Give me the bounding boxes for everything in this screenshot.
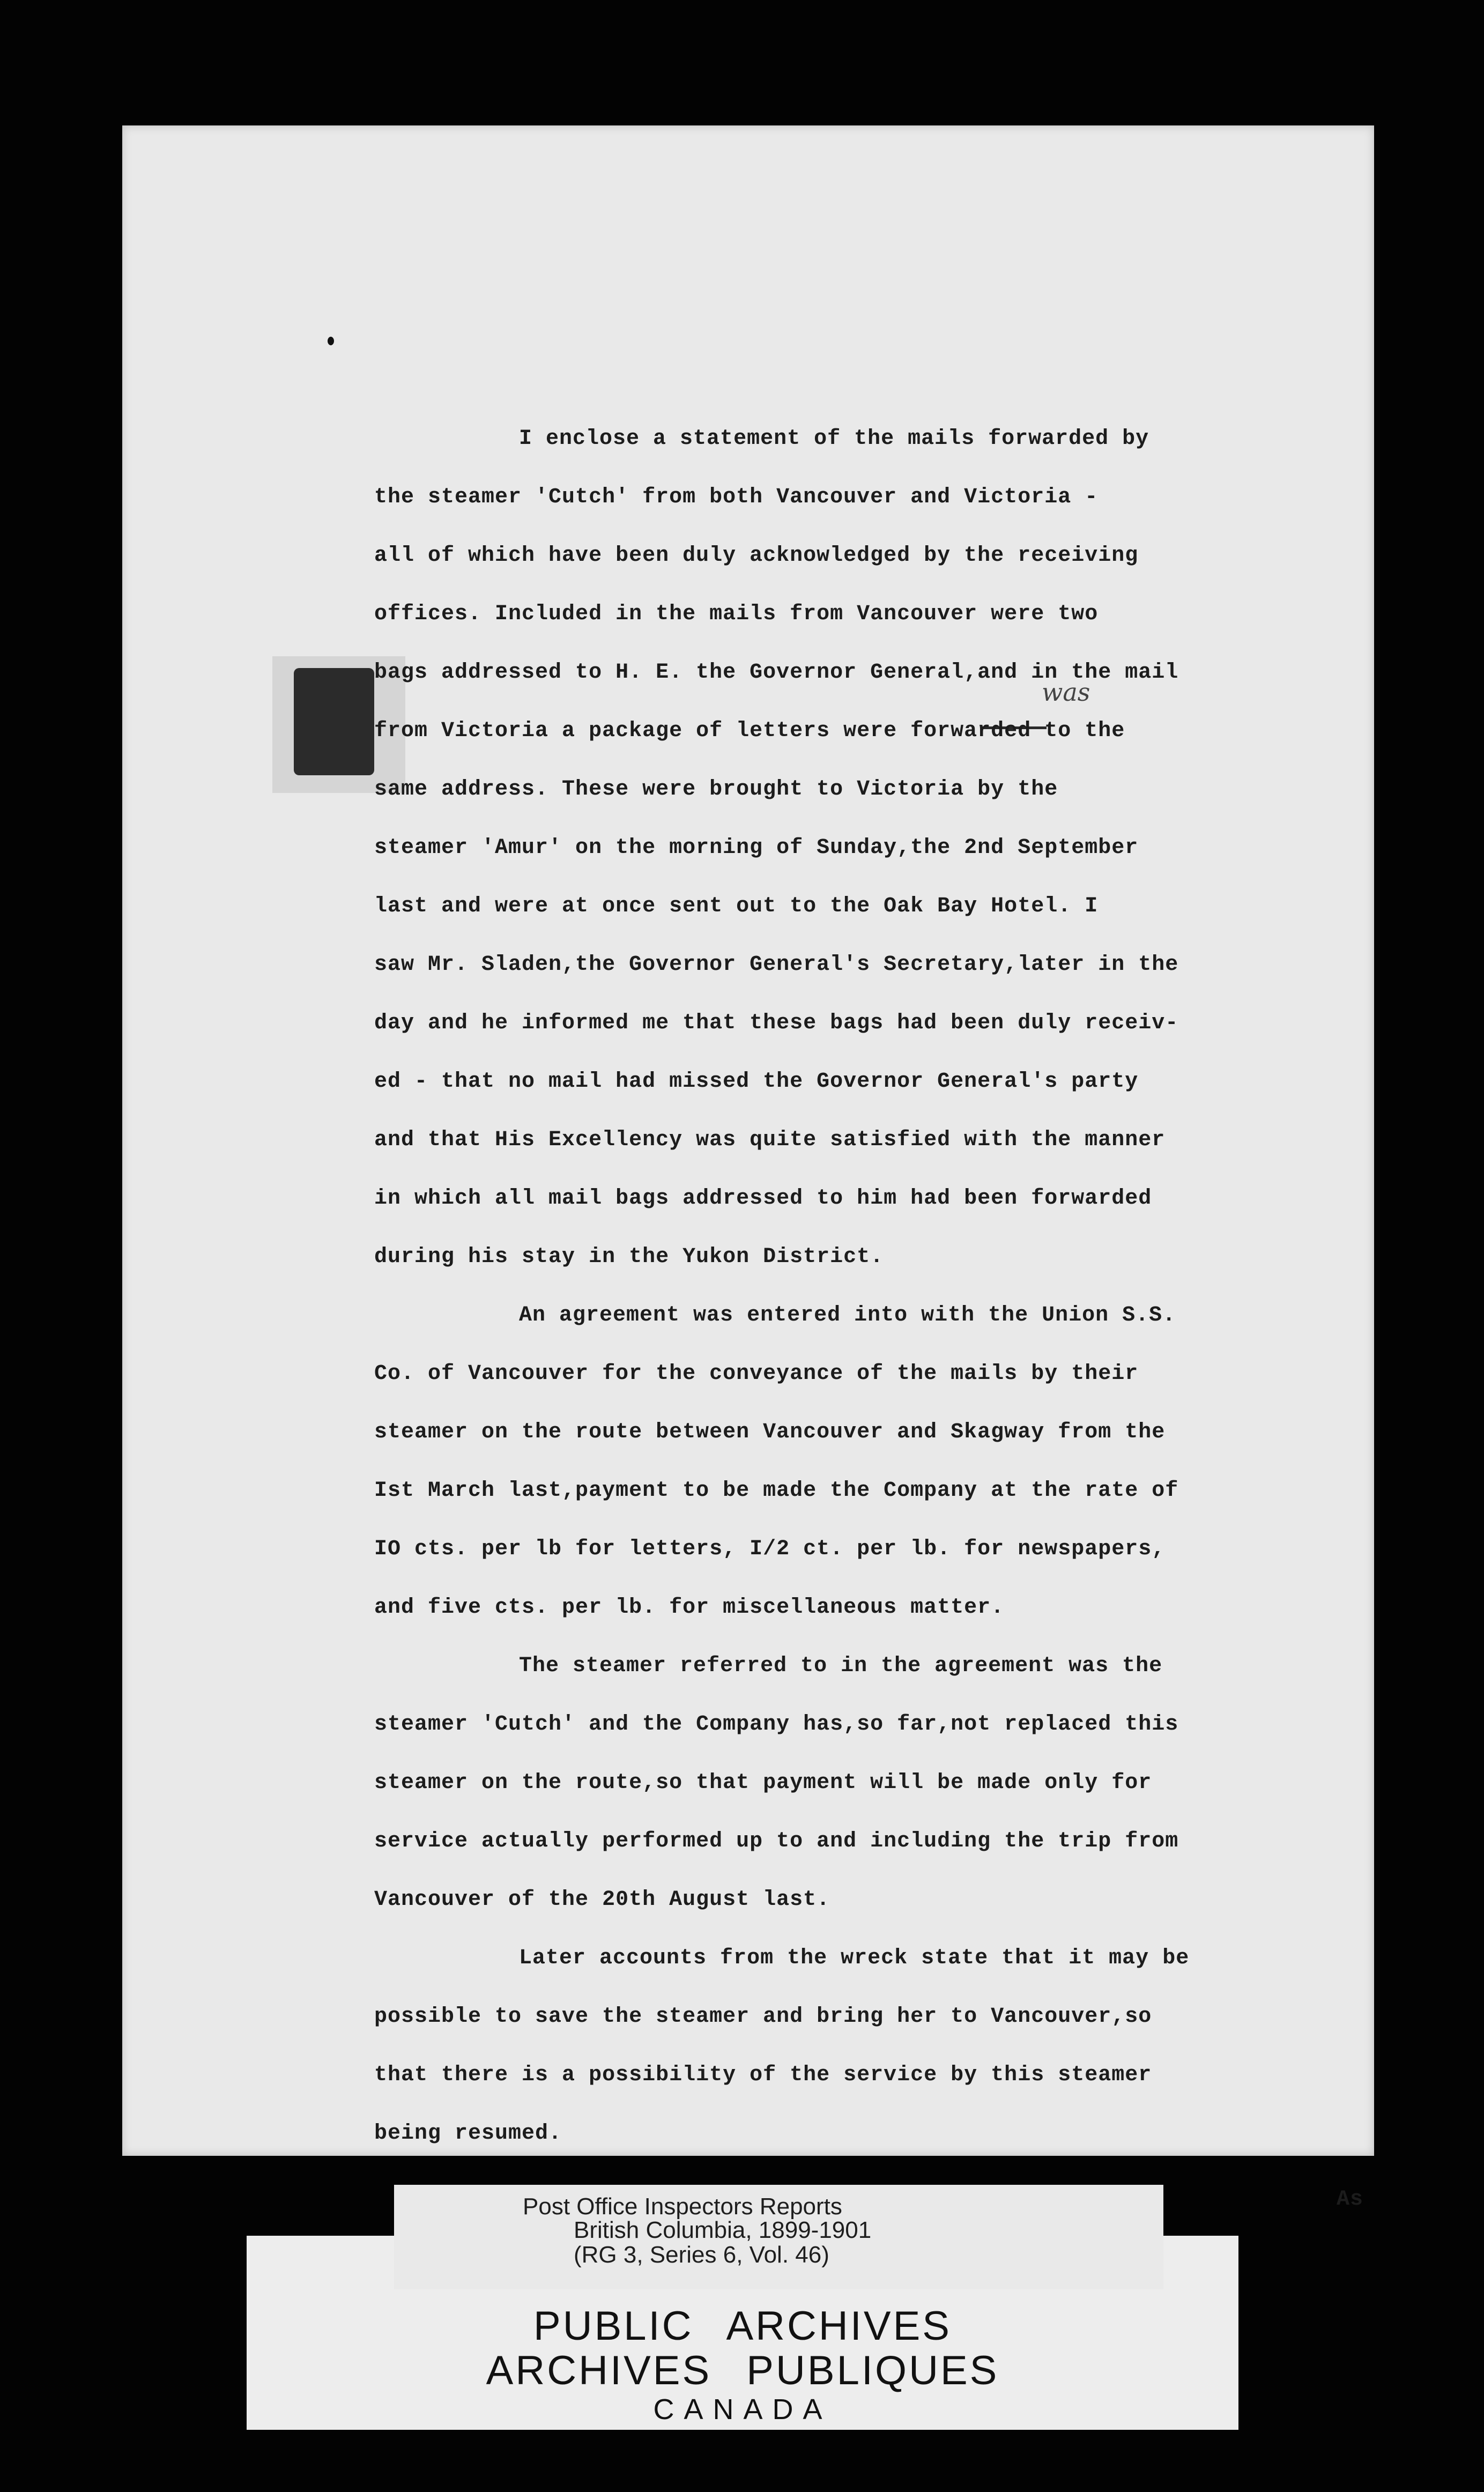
handwritten-correction: was [1042, 678, 1090, 707]
text-line: IO cts. per lb for letters, I/2 ct. per lb. for newspapers, [374, 1537, 1166, 1561]
text-line: An agreement was entered into with the Union S.S. [519, 1303, 1176, 1327]
text-line: during his stay in the Yukon District. [374, 1245, 884, 1269]
text-line: steamer on the route between Vancouver and Skagway from the [374, 1420, 1166, 1444]
ink-speck [328, 337, 334, 345]
letter-body [374, 410, 1425, 2229]
text-line: and that His Excellency was quite satisfied with the manner [374, 1128, 1166, 1152]
text-line: same address. These were brought to Victoria by the [374, 777, 1058, 802]
collection-label [394, 2185, 1163, 2289]
text-line: possible to save the steamer and bring her to Vancouver,so [374, 2005, 1152, 2029]
text-line: all of which have been duly acknowledged by the receiving [374, 544, 1139, 568]
text-line: Vancouver of the 20th August last. [374, 1888, 830, 1912]
text-line: steamer 'Amur' on the morning of Sunday,the 2nd September [374, 836, 1139, 860]
text-line: saw Mr. Sladen,the Governor General's Secretary,later in the [374, 953, 1179, 977]
text-line: that there is a possibility of the service by this steamer [374, 2063, 1152, 2087]
text-line: being resumed. [374, 2122, 562, 2146]
catchword: As [1336, 2187, 1363, 2212]
text-line: The steamer referred to in the agreement was the [519, 1654, 1163, 1678]
text-line: the steamer 'Cutch' from both Vancouver and Victoria - [374, 485, 1099, 509]
text-line: from Victoria a package of letters were forwarded to the [374, 719, 1125, 743]
text-line: Later accounts from the wreck state that it may be [519, 1946, 1190, 1970]
text-line: ed - that no mail had missed the Governor General's party [374, 1070, 1139, 1094]
binding-tab-shadow [294, 668, 374, 775]
collection-region-dates: British Columbia, 1899-1901 [574, 2217, 872, 2243]
text-line: in which all mail bags addressed to him had been forwarded [374, 1186, 1152, 1211]
archives-country: CANADA [653, 2393, 832, 2426]
text-line: offices. Included in the mails from Vancouver were two [374, 602, 1099, 626]
text-line: I enclose a statement of the mails forwarded by [519, 427, 1149, 451]
text-line: Ist March last,payment to be made the Company at the rate of [374, 1479, 1179, 1503]
archives-title-french: ARCHIVES PUBLIQUES [486, 2348, 999, 2393]
text-line: steamer on the route,so that payment will be made only for [374, 1771, 1152, 1795]
text-line: last and were at once sent out to the Oak Bay Hotel. I [374, 894, 1099, 918]
text-line: Co. of Vancouver for the conveyance of the mails by their [374, 1362, 1139, 1386]
archives-title-english: PUBLIC ARCHIVES [533, 2303, 952, 2349]
collection-title: Post Office Inspectors Reports [523, 2193, 842, 2220]
text-line: and five cts. per lb. for miscellaneous matter. [374, 1596, 1005, 1620]
collection-reference: (RG 3, Series 6, Vol. 46) [574, 2242, 829, 2268]
text-line: steamer 'Cutch' and the Company has,so far,not replaced this [374, 1712, 1179, 1737]
text-line: service actually performed up to and including the trip from [374, 1829, 1179, 1853]
text-line: bags addressed to H. E. the Governor General,and in the mail [374, 661, 1179, 685]
text-line: day and he informed me that these bags had been duly receiv- [374, 1011, 1179, 1035]
